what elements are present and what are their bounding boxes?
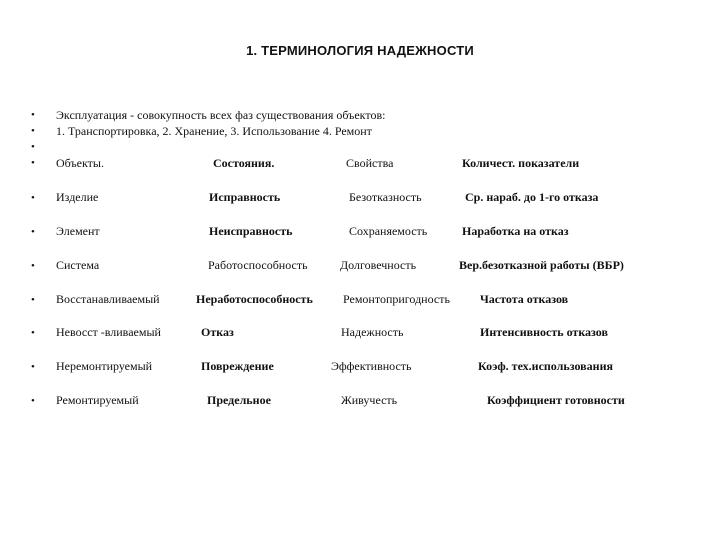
row-object: Восстанавливаемый [56,292,160,306]
row-property: Живучесть [341,393,398,407]
row-indicator: Коэф. тех.использования [478,359,613,373]
header-states: Состояния. [213,156,275,170]
intro-line-operation: Эксплуатация - совокупность всех фаз существования объектов: [56,108,386,122]
bullet-marker: • [31,125,35,137]
row-indicator: Наработка на отказ [462,224,569,238]
row-state: Неработоспособность [196,292,313,306]
bullet-marker: • [31,361,35,373]
bullet-marker: • [31,141,35,153]
header-indicators: Количест. показатели [462,156,580,170]
row-object: Система [56,258,100,272]
page-title: 1. ТЕРМИНОЛОГИЯ НАДЕЖНОСТИ [246,43,474,58]
bullet-marker: • [31,157,35,169]
bullet-marker: • [31,327,35,339]
intro-line-phases: 1. Транспортировка, 2. Хранение, 3. Использование 4. Ремонт [56,124,372,138]
bullet-marker: • [31,109,35,121]
row-state: Предельное [207,393,271,407]
row-state: Повреждение [201,359,274,373]
row-property: Надежность [341,325,404,339]
row-object: Элемент [56,224,100,238]
row-state: Работоспособность [208,258,308,272]
bullet-marker: • [31,192,35,204]
row-object: Неремонтируемый [56,359,153,373]
row-indicator: Интенсивность отказов [480,325,608,339]
row-property: Долговечность [340,258,417,272]
row-object: Невосст -вливаемый [56,325,161,339]
row-property: Сохраняемость [349,224,428,238]
row-property: Безотказность [349,190,422,204]
header-properties: Свойства [346,156,394,170]
row-object: Изделие [56,190,99,204]
row-indicator: Ср. нараб. до 1-го отказа [465,190,599,204]
bullet-marker: • [31,294,35,306]
row-state: Исправность [209,190,281,204]
bullet-marker: • [31,260,35,272]
bullet-marker: • [31,226,35,238]
row-object: Ремонтируемый [56,393,139,407]
header-objects: Объекты. [56,156,104,170]
row-property: Ремонтопригодность [343,292,450,306]
row-indicator: Вер.безотказной работы (ВБР) [459,258,624,272]
bullet-marker: • [31,395,35,407]
row-state: Отказ [201,325,234,339]
row-indicator: Частота отказов [480,292,569,306]
row-state: Неисправность [209,224,293,238]
row-property: Эффективность [331,359,412,373]
row-indicator: Коэффициент готовности [487,393,625,407]
